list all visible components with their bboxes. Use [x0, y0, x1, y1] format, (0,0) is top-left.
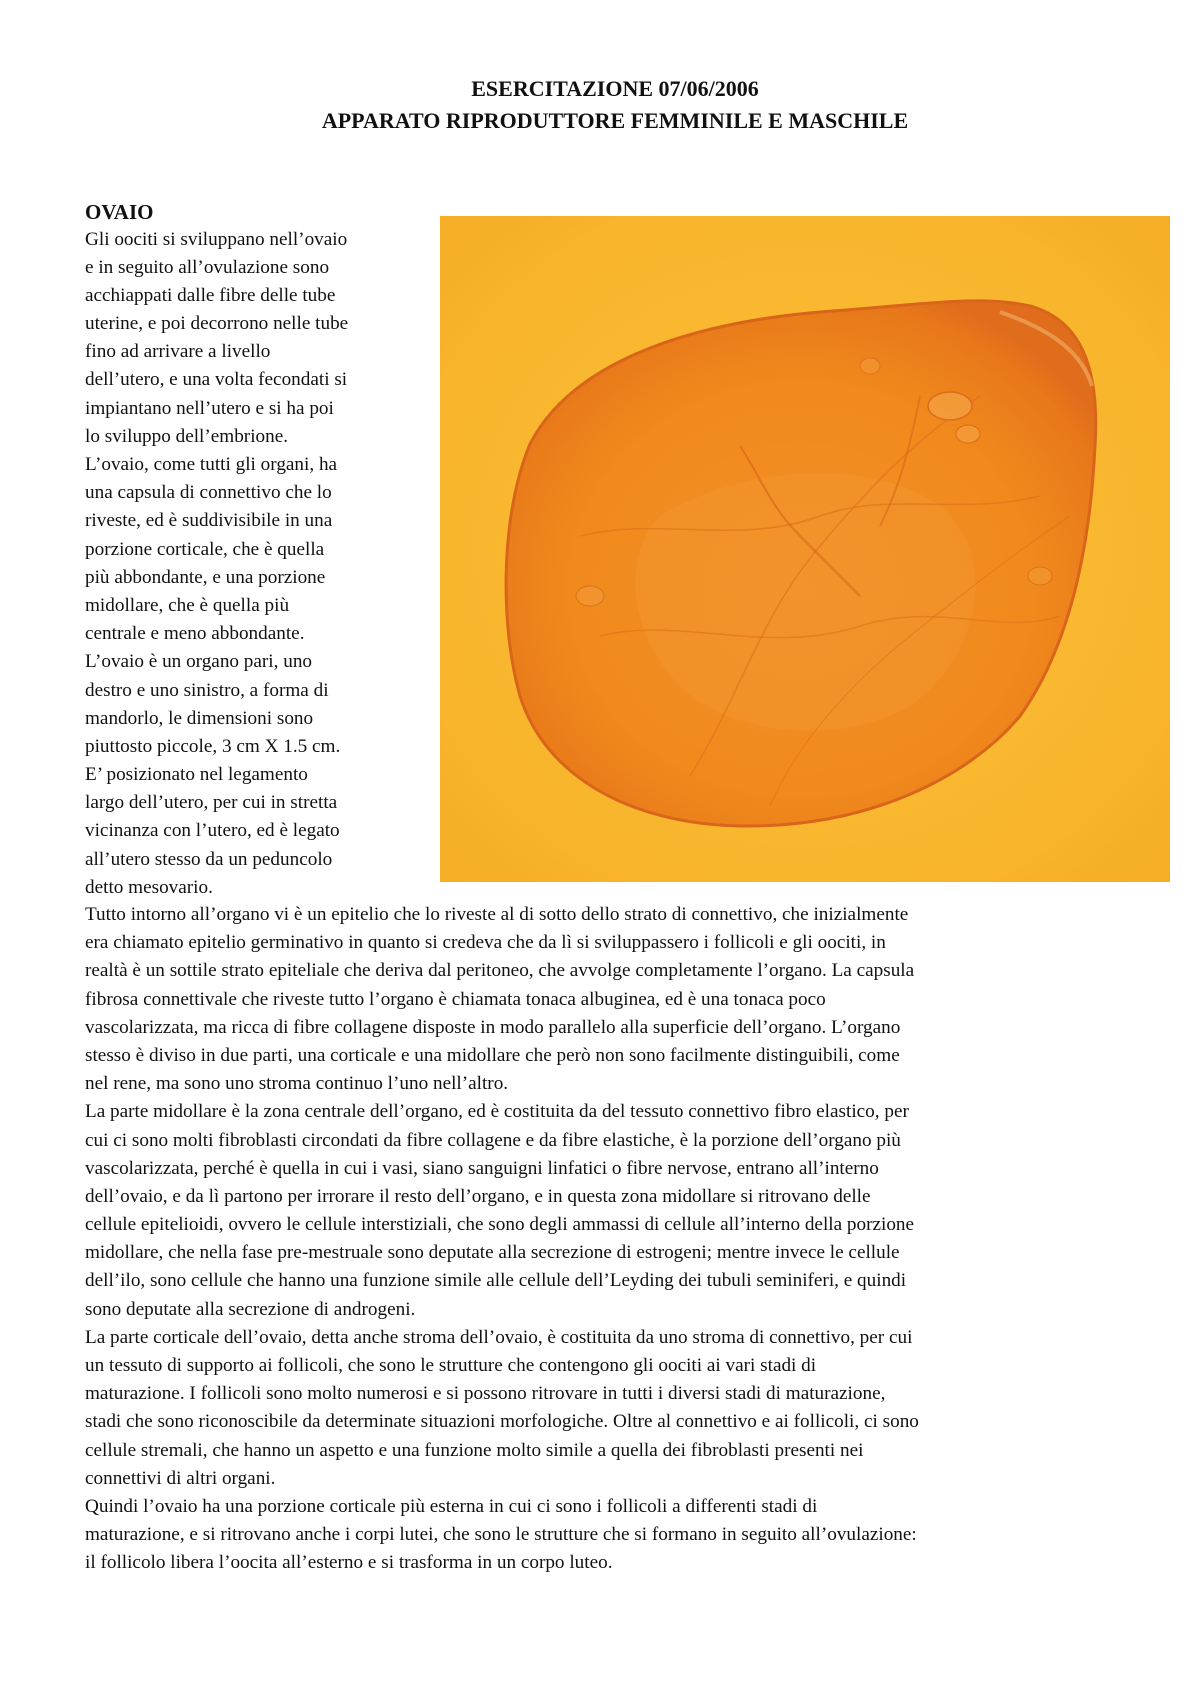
body-line: realtà è un sottile strato epiteliale che deriva dal peritoneo, che avvolge completamente l’organo. La capsula — [85, 960, 915, 982]
body-line: cui ci sono molti fibroblasti circondati da fibre collagene e da fibre elastiche, è la porzione dell’organo più — [85, 1129, 901, 1151]
follicle — [576, 586, 604, 606]
document-title: ESERCITAZIONE 07/06/2006 — [471, 76, 759, 101]
body-line: mandorlo, le dimensioni sono — [85, 707, 314, 729]
body-line: dell’utero, e una volta fecondati si — [85, 369, 348, 391]
body-line: destro e uno sinistro, a forma di — [85, 679, 329, 701]
body-line: era chiamato epitelio germinativo in quanto si credeva che da lì si sviluppassero i follicoli e gli oociti, in — [85, 932, 886, 954]
intro-text-column — [85, 226, 425, 903]
body-line: vicinanza con l’utero, ed è legato — [85, 820, 340, 842]
body-line: piuttosto piccole, 3 cm X 1.5 cm. — [85, 735, 341, 757]
body-line: midollare, che nella fase pre-mestruale sono deputate alla secrezione di estrogeni; mentre invece le cellule — [85, 1242, 900, 1264]
body-line: stadi che sono riconoscibile da determinate situazioni morfologiche. Oltre al connettivo e ai follicoli, ci sono — [85, 1411, 919, 1433]
body-line: maturazione. I follicoli sono molto numerosi e si possono ritrovare in tutti i diversi stadi di maturazione, — [85, 1383, 886, 1405]
body-line: all’utero stesso da un peduncolo — [85, 848, 333, 870]
body-line: maturazione, e si ritrovano anche i corpi lutei, che sono le strutture che si formano in seguito all’ovulazione: — [85, 1524, 917, 1546]
body-line: e in seguito all’ovulazione sono — [85, 256, 330, 278]
main-text-block — [85, 901, 1165, 1578]
ovary-histology-image — [440, 216, 1170, 882]
body-line: impiantano nell’utero e si ha poi — [85, 397, 334, 419]
body-line: centrale e meno abbondante. — [85, 623, 305, 645]
body-line: stesso è diviso in due parti, una corticale e una midollare che però non sono facilmente distinguibili, come — [85, 1044, 900, 1066]
body-line: cellule stremali, che hanno un aspetto e una funzione molto simile a quella dei fibroblasti presenti nei — [85, 1439, 864, 1461]
body-line: Quindi l’ovaio ha una porzione corticale più esterna in cui ci sono i follicoli a differenti stadi di — [85, 1495, 818, 1517]
document-subtitle: APPARATO RIPRODUTTORE FEMMINILE E MASCHILE — [321, 108, 909, 133]
body-line: L’ovaio è un organo pari, uno — [85, 651, 313, 673]
body-line: dell’ilo, sono cellule che hanno una funzione simile alle cellule dell’Leyding dei tubuli seminiferi, e quindi — [85, 1270, 907, 1292]
body-line: midollare, che è quella più — [85, 594, 290, 616]
body-line: fino ad arrivare a livello — [85, 341, 271, 363]
body-line: sono deputate alla secrezione di androgeni. — [85, 1298, 416, 1320]
body-line: il follicolo libera l’oocita all’esterno e si trasforma in un corpo luteo. — [85, 1552, 613, 1574]
body-line: Gli oociti si sviluppano nell’ovaio — [85, 228, 348, 250]
follicle — [956, 425, 980, 443]
body-line: dell’ovaio, e da lì partono per irrorare il resto dell’organo, e in questa zona midollare si ritrovano delle — [85, 1185, 871, 1207]
body-line: una capsula di connettivo che lo — [85, 482, 332, 504]
body-line: porzione corticale, che è quella — [85, 538, 325, 560]
body-line: riveste, ed è suddivisibile in una — [85, 510, 333, 532]
body-line: E’ posizionato nel legamento — [85, 764, 308, 786]
body-line: fibrosa connettivale che riveste tutto l’organo è chiamata tonaca albuginea, ed è una tonaca poco — [85, 988, 826, 1010]
body-line: uterine, e poi decorrono nelle tube — [85, 313, 349, 335]
body-line: detto mesovario. — [85, 876, 213, 898]
body-line: acchiappati dalle fibre delle tube — [85, 284, 336, 306]
body-line: largo dell’utero, per cui in stretta — [85, 792, 338, 814]
ovary-section-illustration — [440, 216, 1170, 882]
body-line: nel rene, ma sono uno stroma continuo l’uno nell’altro. — [85, 1073, 509, 1095]
body-line: Tutto intorno all’organo vi è un epitelio che lo riveste al di sotto dello strato di connettivo, che inizialmente — [85, 904, 909, 925]
follicle — [860, 358, 880, 374]
body-line: connettivi di altri organi. — [85, 1467, 276, 1489]
body-line: vascolarizzata, perché è quella in cui i vasi, siano sanguigni linfatici o fibre nervose, entrano all’interno — [85, 1157, 879, 1179]
follicle — [928, 392, 972, 420]
follicle — [1028, 567, 1052, 585]
body-line: un tessuto di supporto ai follicoli, che sono le strutture che contengono gli oociti ai vari stadi di — [85, 1355, 817, 1376]
section-heading-ovaio: OVAIO — [85, 200, 154, 224]
body-line: cellule epitelioidi, ovvero le cellule interstiziali, che sono degli ammassi di cellule all’interno della porzione — [85, 1214, 915, 1236]
body-line: L’ovaio, come tutti gli organi, ha — [85, 454, 338, 475]
body-line: vascolarizzata, ma ricca di fibre collagene disposte in modo parallelo alla superficie dell’organo. L’organo — [85, 1016, 901, 1038]
body-line: più abbondante, e una porzione — [85, 566, 326, 588]
body-line: La parte corticale dell’ovaio, detta anche stroma dell’ovaio, è costituita da uno stroma di connettivo, per cui — [85, 1326, 913, 1348]
body-line: lo sviluppo dell’embrione. — [85, 425, 289, 447]
body-line: La parte midollare è la zona centrale dell’organo, ed è costituita da del tessuto connettivo fibro elastico, per — [85, 1101, 909, 1123]
